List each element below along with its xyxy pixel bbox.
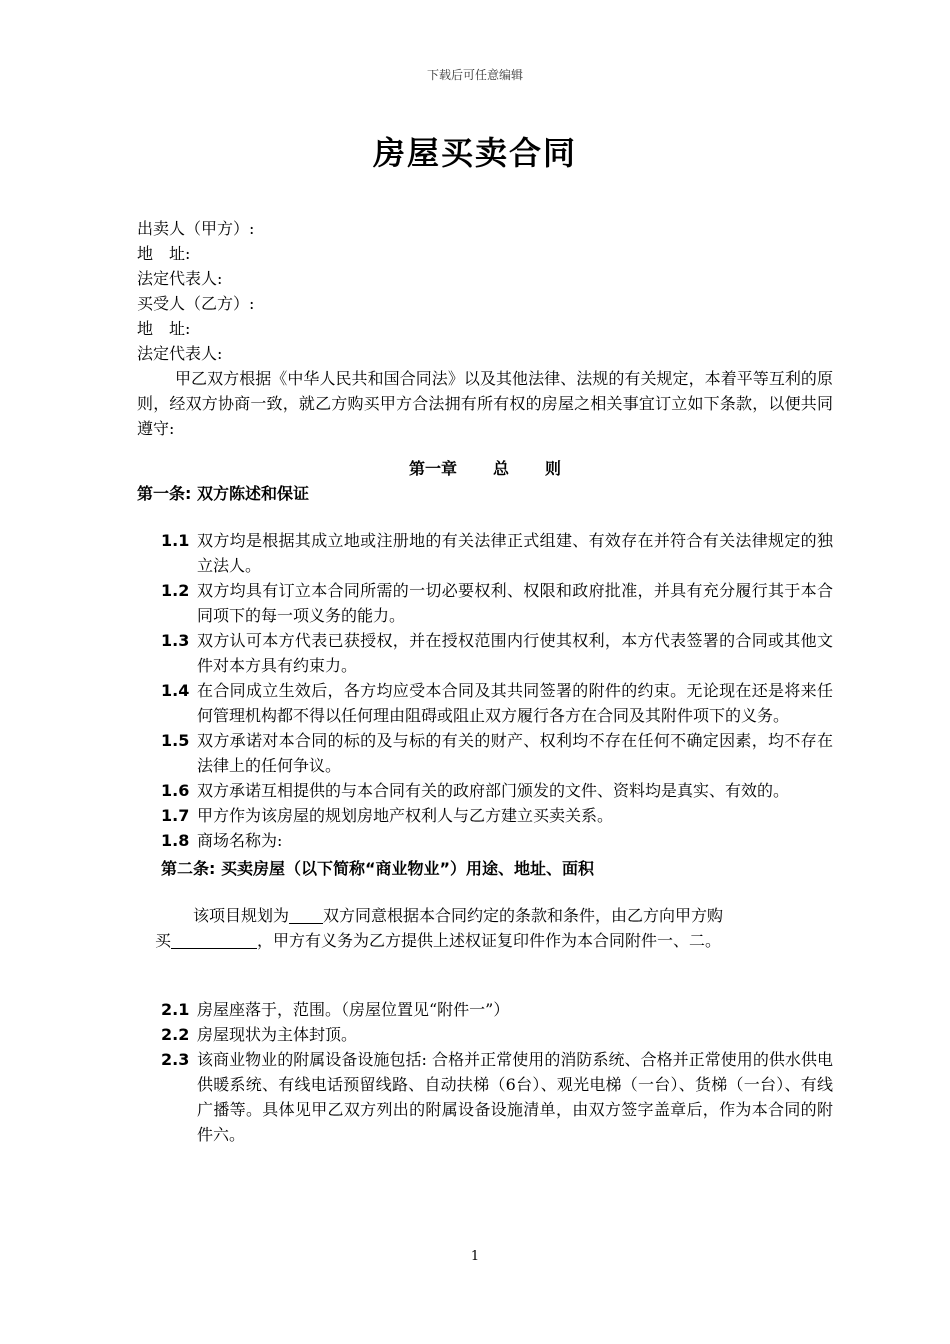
clause-number: 1.5 <box>161 731 190 750</box>
clause-number: 1.3 <box>161 631 190 650</box>
buyer-rep-line: 法定代表人: <box>137 344 223 363</box>
clause-1-2 <box>137 578 833 628</box>
clause-text: 双方均具有订立本合同所需的一切必要权利、权限和政府批准，并具有充分履行其于本合同项下的每一项义务的能力。 <box>197 581 833 625</box>
project-text-1a: 该项目规划为 <box>193 906 290 925</box>
clause-number: 1.2 <box>161 581 190 600</box>
clause-text: 在合同成立生效后，各方均应受本合同及其共同签署的附件的约束。无论现在还是将来任何管理机构都不得以任何理由阻碍或阻止双方履行各方在合同及其附件项下的义务。 <box>197 681 833 725</box>
clause-text: 双方均是根据其成立地或注册地的有关法律正式组建、有效存在并符合有关法律规定的独立法人。 <box>197 531 833 575</box>
clause-number: 1.8 <box>161 831 190 850</box>
seller-line: 出卖人（甲方）: <box>137 219 255 238</box>
blank-field <box>171 930 257 949</box>
clause-text: 房屋座落于，范围。（房屋位置见“附件一”） <box>197 1000 510 1019</box>
clause-text: 商场名称为: <box>197 831 283 850</box>
clause-number: 2.2 <box>161 1025 190 1044</box>
clause-1-6 <box>137 778 833 803</box>
clause-number: 1.1 <box>161 531 190 550</box>
seller-address-line: 地 址: <box>137 244 191 263</box>
chapter-heading <box>137 456 833 481</box>
clause-number: 2.3 <box>161 1050 190 1069</box>
chapter-word-1: 总 <box>492 459 509 478</box>
chapter-word-2: 则 <box>545 459 562 478</box>
buyer-address-line: 地 址: <box>137 319 191 338</box>
clause-1-4 <box>137 678 833 728</box>
document-title: 房屋买卖合同 <box>372 134 577 172</box>
clause-text: 双方承诺对本合同的标的及与标的有关的财产、权利均不存在任何不确定因素，均不存在法律上的任何争议。 <box>197 731 833 775</box>
page-header-note: 下载后可任意编辑 <box>426 68 523 82</box>
clause-1-3 <box>137 628 833 678</box>
clause-1-8 <box>137 828 833 853</box>
clause-text: 双方认可本方代表已获授权，并在授权范围内行使其权利，本方代表签署的合同或其他文件对本方具有约束力。 <box>197 631 833 675</box>
document-body <box>137 216 833 1147</box>
clause-2-3 <box>137 1047 833 1147</box>
article-1-title: 第一条: 双方陈述和保证 <box>137 484 309 503</box>
chapter-label: 第一章 <box>408 459 457 478</box>
clause-1-7 <box>137 803 833 828</box>
seller-rep-line: 法定代表人: <box>137 269 223 288</box>
clause-1-5 <box>137 728 833 778</box>
article-2-title: 第二条: 买卖房屋（以下简称“商业物业”）用途、地址、面积 <box>161 859 595 878</box>
clause-2-2 <box>137 1022 833 1047</box>
project-paragraph <box>137 903 833 953</box>
project-text-2b: ，甲方有义务为乙方提供上述权证复印件作为本合同附件一、二。 <box>257 931 722 950</box>
blank-field <box>289 905 323 924</box>
clause-text: 该商业物业的附属设备设施包括: 合格并正常使用的消防系统、合格并正常使用的供水供电供暖系统、有线电话预留线路、自动扶梯（6台）、观光电梯（一台）、货梯（一台）、有线广播等。具体见甲乙双方列出的附属设备设施清单，由双方签字盖章后，作为本合同的附件六。 <box>197 1050 833 1144</box>
clause-1-1 <box>137 528 833 578</box>
clause-2-1 <box>137 997 833 1022</box>
clause-number: 1.6 <box>161 781 190 800</box>
project-text-1b: 双方同意根据本合同约定的条款和条件，由乙方向甲方购 <box>323 906 724 925</box>
clause-number: 1.4 <box>161 681 190 700</box>
page-number: 1 <box>470 1249 480 1264</box>
buyer-line: 买受人（乙方）: <box>137 294 255 313</box>
clause-number: 2.1 <box>161 1000 190 1019</box>
project-text-2a: 买 <box>155 931 172 950</box>
clause-text: 甲方作为该房屋的规划房地产权利人与乙方建立买卖关系。 <box>197 806 614 825</box>
clause-number: 1.7 <box>161 806 190 825</box>
preamble-paragraph: 甲乙双方根据《中华人民共和国合同法》以及其他法律、法规的有关规定，本着平等互利的原则，经双方协商一致，就乙方购买甲方合法拥有所有权的房屋之相关事宜订立如下条款，以便共同遵守: <box>137 369 833 438</box>
clause-text: 双方承诺互相提供的与本合同有关的政府部门颁发的文件、资料均是真实、有效的。 <box>197 781 790 800</box>
clause-text: 房屋现状为主体封顶。 <box>197 1025 358 1044</box>
